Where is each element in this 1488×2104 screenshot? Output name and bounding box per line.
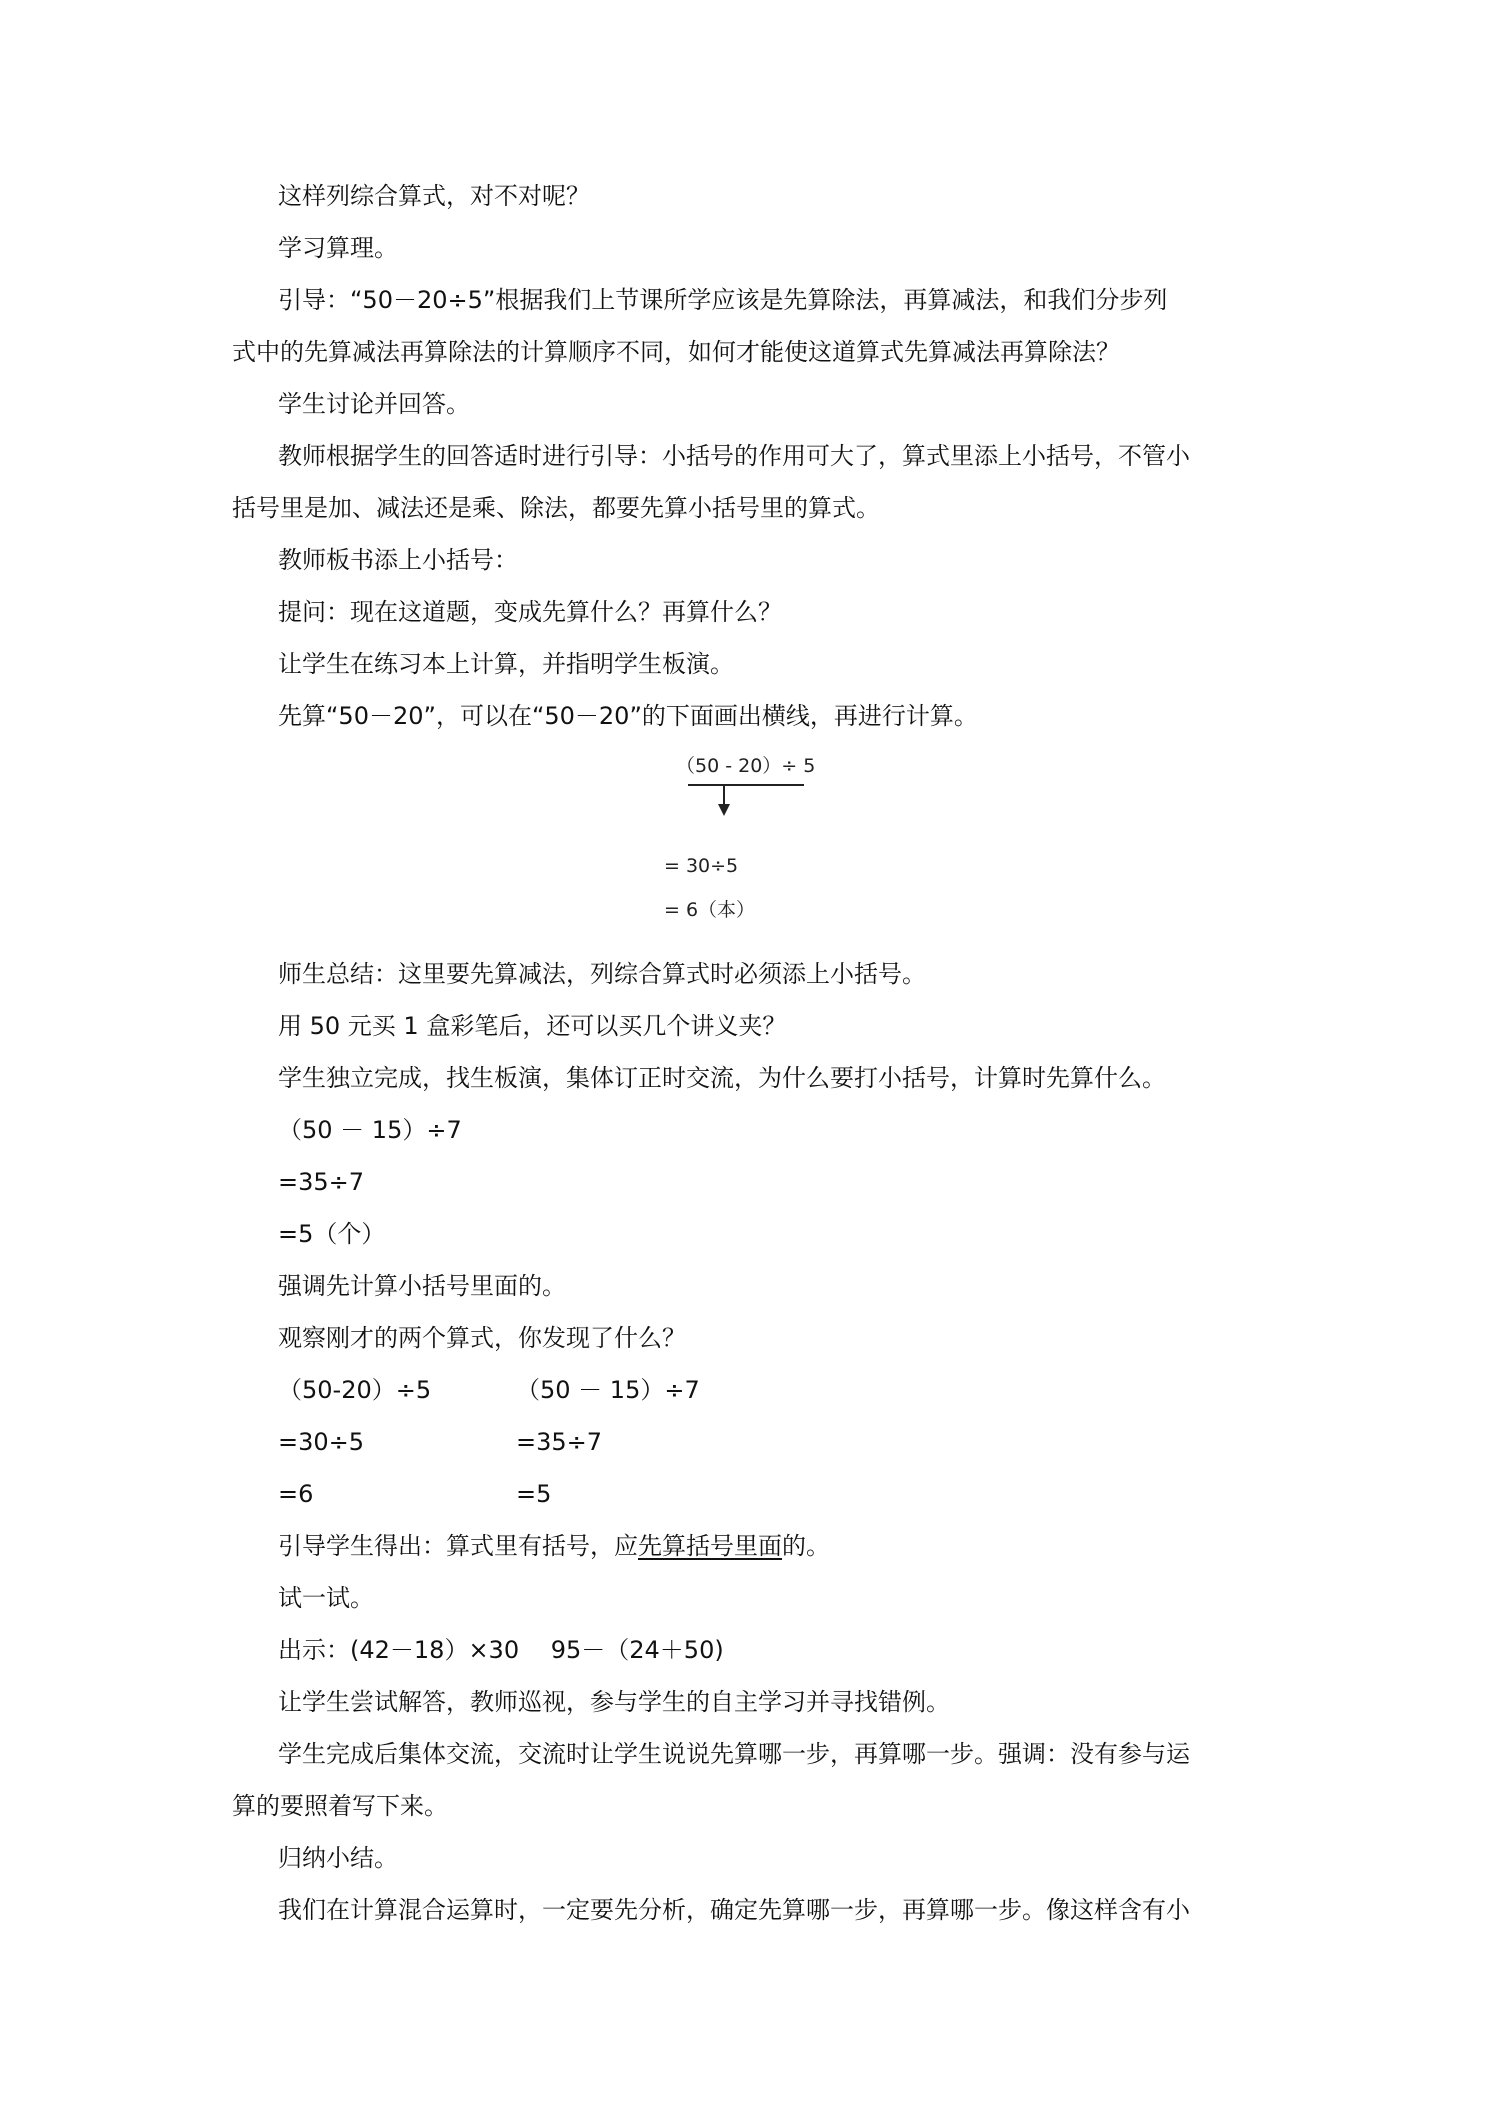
formula-right: =5 — [516, 1480, 552, 1508]
paragraph: 出示：(42－18）×30 95－（24＋50) — [278, 1636, 724, 1664]
paragraph: 我们在计算混合运算时，一定要先分析，确定先算哪一步，再算哪一步。像这样含有小 — [278, 1896, 1190, 1924]
diagram-step-2: = 6（本） — [664, 899, 756, 921]
paragraph: 这样列综合算式，对不对呢？ — [278, 182, 590, 210]
paragraph: 归纳小结。 — [278, 1844, 398, 1872]
calculation-diagram — [664, 750, 814, 926]
paragraph: 学生讨论并回答。 — [278, 390, 470, 418]
underlined-phrase: 先算括号里面 — [638, 1532, 782, 1560]
formula-line: =35÷7 — [278, 1168, 365, 1196]
paragraph: 师生总结：这里要先算减法，列综合算式时必须添上小括号。 — [278, 960, 926, 988]
paragraph: 括号里是加、减法还是乘、除法，都要先算小括号里的算式。 — [232, 494, 880, 522]
formula-left: =6 — [278, 1480, 314, 1508]
paragraph: 试一试。 — [278, 1584, 374, 1612]
formula-left: =30÷5 — [278, 1428, 365, 1456]
formula-right: （50 － 15）÷7 — [516, 1376, 700, 1404]
paragraph: 引导：“50－20÷5”根据我们上节课所学应该是先算除法，再算减法，和我们分步列 — [278, 286, 1168, 314]
paragraph: 强调先计算小括号里面的。 — [278, 1272, 566, 1300]
paragraph: 观察刚才的两个算式，你发现了什么？ — [278, 1324, 686, 1352]
paragraph: 提问：现在这道题，变成先算什么？再算什么？ — [278, 598, 782, 626]
underline-bar — [688, 784, 804, 786]
conclusion-prefix: 引导学生得出：算式里有括号，应 — [278, 1532, 638, 1560]
formula-right: =35÷7 — [516, 1428, 603, 1456]
diagram-step-1: = 30÷5 — [664, 855, 739, 877]
diagram-expression: （50 - 20）÷ 5 — [676, 755, 816, 777]
conclusion-suffix: 的。 — [782, 1532, 830, 1560]
down-arrow-icon — [718, 804, 730, 816]
paragraph: 用 50 元买 1 盒彩笔后，还可以买几个讲义夹？ — [278, 1012, 787, 1040]
paragraph: 教师根据学生的回答适时进行引导：小括号的作用可大了，算式里添上小括号，不管小 — [278, 442, 1190, 470]
paragraph: 教师板书添上小括号： — [278, 546, 518, 574]
paragraph: 让学生在练习本上计算，并指明学生板演。 — [278, 650, 734, 678]
paragraph: 学习算理。 — [278, 234, 398, 262]
paragraph: 算的要照着写下来。 — [232, 1792, 448, 1820]
formula-line: （50 － 15）÷7 — [278, 1116, 462, 1144]
paragraph: 式中的先算减法再算除法的计算顺序不同，如何才能使这道算式先算减法再算除法？ — [232, 338, 1120, 366]
paragraph: 让学生尝试解答，教师巡视，参与学生的自主学习并寻找错例。 — [278, 1688, 950, 1716]
paragraph: 先算“50－20”，可以在“50－20”的下面画出横线，再进行计算。 — [278, 702, 978, 730]
formula-left: （50-20）÷5 — [278, 1376, 432, 1404]
paragraph — [278, 1530, 830, 1564]
paragraph: 学生独立完成，找生板演，集体订正时交流，为什么要打小括号，计算时先算什么。 — [278, 1064, 1166, 1092]
paragraph: 学生完成后集体交流，交流时让学生说说先算哪一步，再算哪一步。强调：没有参与运 — [278, 1740, 1190, 1768]
formula-line: =5（个） — [278, 1220, 386, 1248]
